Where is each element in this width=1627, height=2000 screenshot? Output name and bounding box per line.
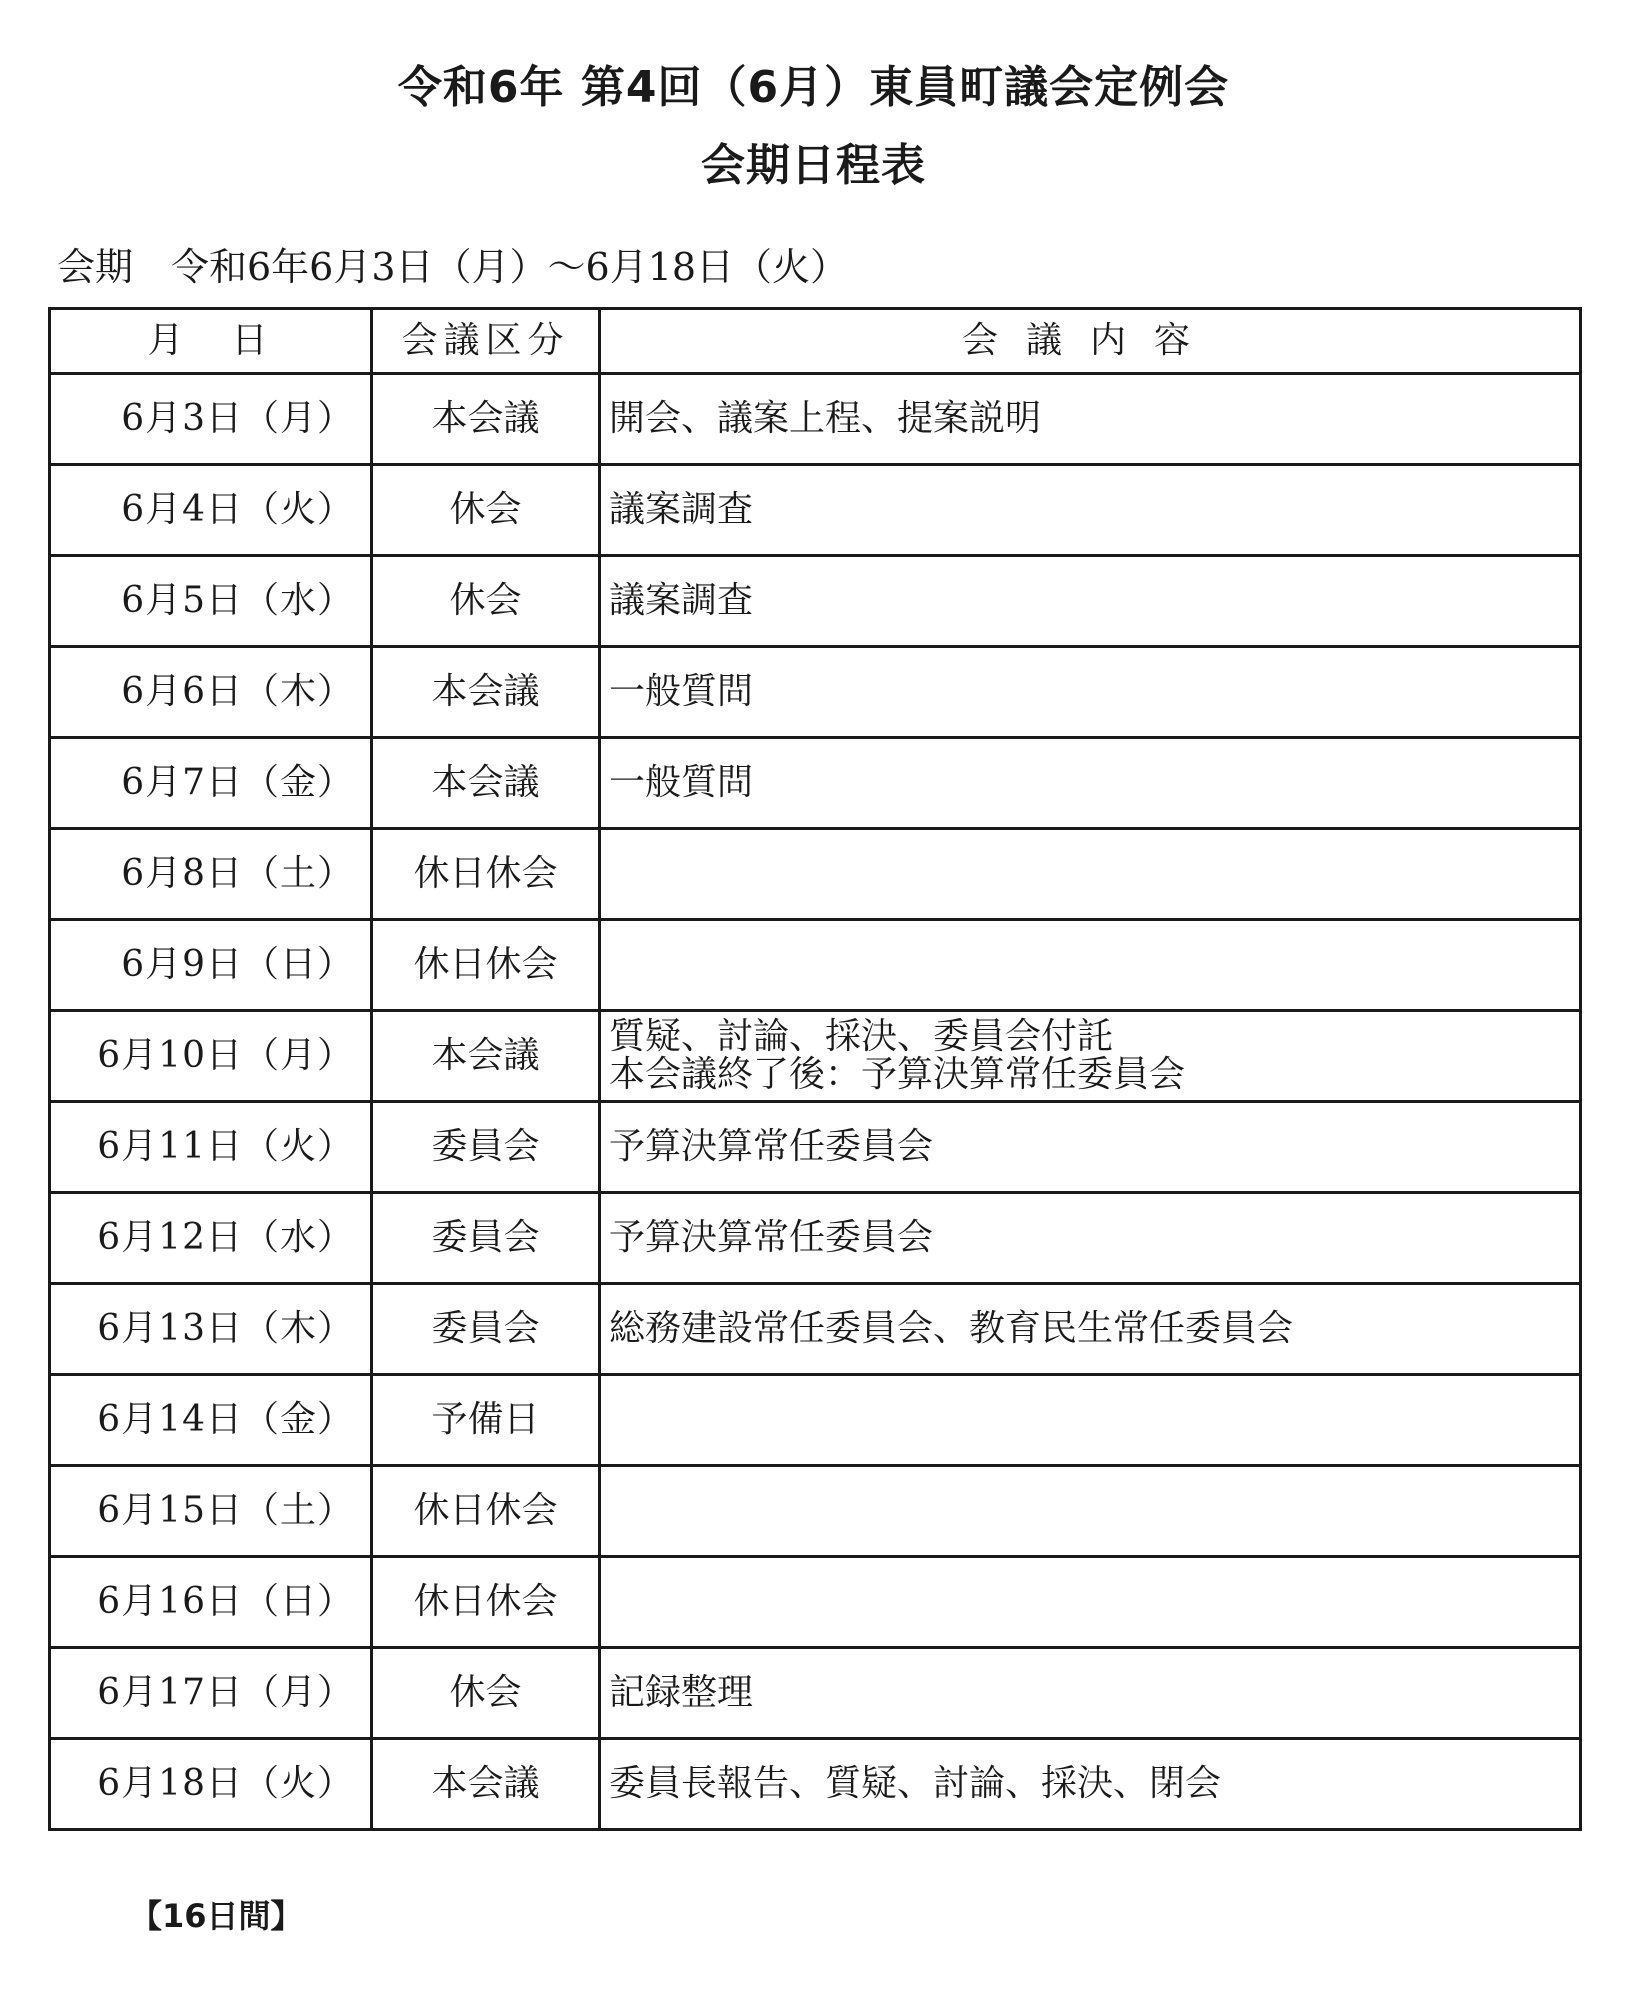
content-line: 予算決算常任委員会 bbox=[609, 1217, 934, 1259]
cell-date: 6月6日（木） bbox=[50, 647, 372, 738]
table-row bbox=[50, 1193, 1581, 1284]
cell-kubun: 本会議 bbox=[372, 647, 600, 738]
table-header-row bbox=[50, 309, 1581, 374]
table-row bbox=[50, 920, 1581, 1011]
cell-kubun: 休会 bbox=[372, 1648, 600, 1739]
cell-content bbox=[600, 1011, 1581, 1102]
cell-date: 6月17日（月） bbox=[50, 1648, 372, 1739]
cell-content bbox=[600, 1739, 1581, 1830]
cell-date: 6月7日（金） bbox=[50, 738, 372, 829]
cell-date: 6月11日（火） bbox=[50, 1102, 372, 1193]
cell-content bbox=[600, 829, 1581, 920]
total-days: 【16日間】 bbox=[130, 1897, 303, 1935]
schedule-table bbox=[48, 307, 1582, 1831]
content-line: 質疑、討論、採決、委員会付託 bbox=[609, 1016, 1114, 1058]
content-line: 予算決算常任委員会 bbox=[609, 1126, 934, 1168]
cell-date: 6月18日（火） bbox=[50, 1739, 372, 1830]
table-row bbox=[50, 1648, 1581, 1739]
cell-kubun: 休会 bbox=[372, 556, 600, 647]
cell-kubun: 委員会 bbox=[372, 1193, 600, 1284]
table-row bbox=[50, 1739, 1581, 1830]
cell-date: 6月16日（日） bbox=[50, 1557, 372, 1648]
cell-content bbox=[600, 1375, 1581, 1466]
cell-date: 6月10日（月） bbox=[50, 1011, 372, 1102]
cell-content bbox=[600, 465, 1581, 556]
table-row bbox=[50, 556, 1581, 647]
cell-date: 6月15日（土） bbox=[50, 1466, 372, 1557]
cell-date: 6月12日（水） bbox=[50, 1193, 372, 1284]
content-line: 一般質問 bbox=[609, 671, 754, 713]
table-row bbox=[50, 1011, 1581, 1102]
cell-content bbox=[600, 647, 1581, 738]
cell-kubun: 休日休会 bbox=[372, 829, 600, 920]
content-line: 議案調査 bbox=[609, 580, 754, 622]
document-title: 令和6年 第4回（6月）東員町議会定例会 bbox=[397, 62, 1230, 113]
cell-content bbox=[600, 1466, 1581, 1557]
table-row bbox=[50, 1284, 1581, 1375]
table-row bbox=[50, 738, 1581, 829]
content-line: 記録整理 bbox=[609, 1672, 754, 1714]
header-date: 月 日 bbox=[50, 309, 372, 374]
cell-content bbox=[600, 1557, 1581, 1648]
table-row bbox=[50, 647, 1581, 738]
session-period: 会期 令和6年6月3日（月）～6月18日（火） bbox=[57, 245, 849, 289]
header-kubun: 会議区分 bbox=[372, 309, 600, 374]
cell-date: 6月9日（日） bbox=[50, 920, 372, 1011]
table-row bbox=[50, 829, 1581, 920]
table-row bbox=[50, 1102, 1581, 1193]
cell-content bbox=[600, 556, 1581, 647]
cell-kubun: 本会議 bbox=[372, 738, 600, 829]
cell-kubun: 休会 bbox=[372, 465, 600, 556]
cell-date: 6月4日（火） bbox=[50, 465, 372, 556]
content-line: 開会、議案上程、提案説明 bbox=[609, 398, 1042, 440]
cell-date: 6月14日（金） bbox=[50, 1375, 372, 1466]
cell-content bbox=[600, 738, 1581, 829]
content-line: 委員長報告、質疑、討論、採決、閉会 bbox=[609, 1763, 1222, 1805]
cell-date: 6月5日（水） bbox=[50, 556, 372, 647]
cell-date: 6月13日（木） bbox=[50, 1284, 372, 1375]
cell-content bbox=[600, 374, 1581, 465]
content-line: 議案調査 bbox=[609, 489, 754, 531]
cell-date: 6月3日（月） bbox=[50, 374, 372, 465]
table-row bbox=[50, 1557, 1581, 1648]
table-row bbox=[50, 1466, 1581, 1557]
cell-content bbox=[600, 920, 1581, 1011]
document-subtitle: 会期日程表 bbox=[701, 140, 926, 191]
schedule-body bbox=[50, 374, 1581, 1830]
content-line: 一般質問 bbox=[609, 762, 754, 804]
cell-content bbox=[600, 1193, 1581, 1284]
cell-kubun: 委員会 bbox=[372, 1102, 600, 1193]
cell-kubun: 本会議 bbox=[372, 374, 600, 465]
cell-kubun: 委員会 bbox=[372, 1284, 600, 1375]
cell-kubun: 休日休会 bbox=[372, 1557, 600, 1648]
table-row bbox=[50, 1375, 1581, 1466]
header-content: 会議内容 bbox=[600, 309, 1581, 374]
cell-kubun: 本会議 bbox=[372, 1011, 600, 1102]
content-line: 本会議終了後：予算決算常任委員会 bbox=[609, 1054, 1186, 1095]
cell-content bbox=[600, 1284, 1581, 1375]
cell-content bbox=[600, 1648, 1581, 1739]
content-line: 総務建設常任委員会、教育民生常任委員会 bbox=[609, 1308, 1294, 1350]
cell-content bbox=[600, 1102, 1581, 1193]
cell-date: 6月8日（土） bbox=[50, 829, 372, 920]
cell-kubun: 本会議 bbox=[372, 1739, 600, 1830]
cell-kubun: 休日休会 bbox=[372, 1466, 600, 1557]
cell-kubun: 予備日 bbox=[372, 1375, 600, 1466]
cell-kubun: 休日休会 bbox=[372, 920, 600, 1011]
table-row bbox=[50, 374, 1581, 465]
table-row bbox=[50, 465, 1581, 556]
